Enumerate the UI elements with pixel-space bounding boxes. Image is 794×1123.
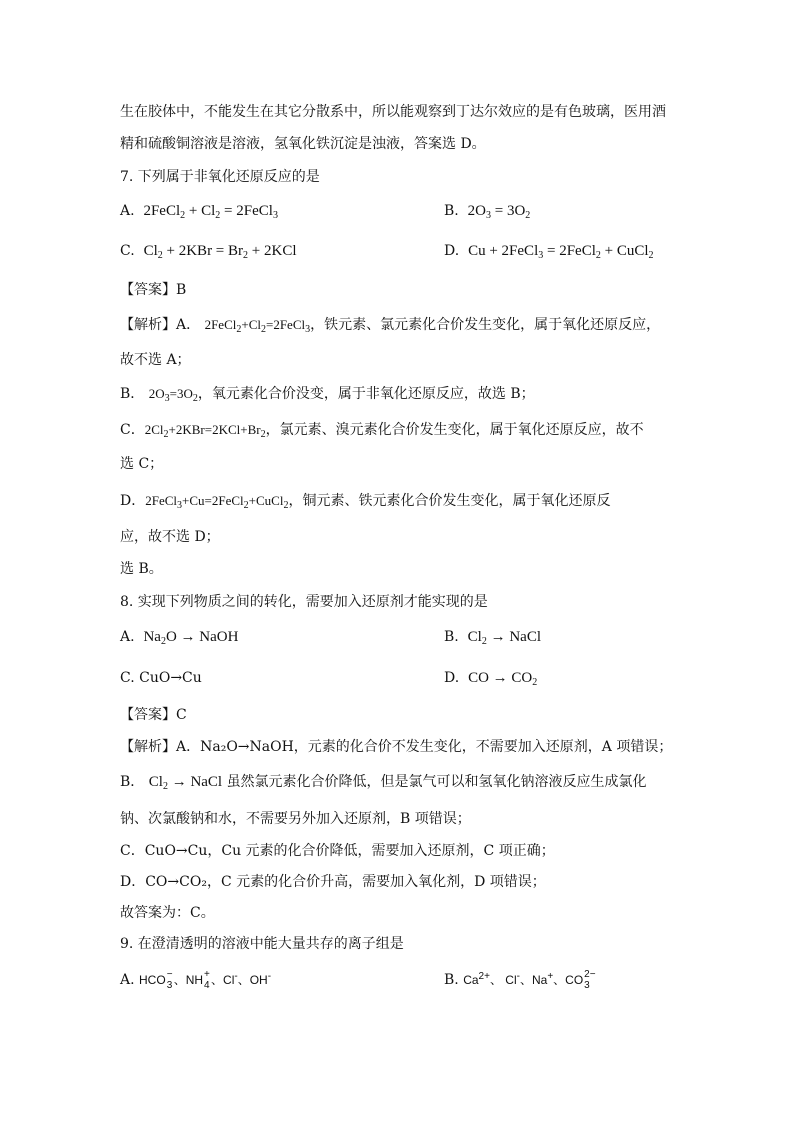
q7-option-b: B. $2O_3 = 3O_2$ (444, 203, 531, 221)
q8-option-a: A. $Na_2O$ → NaOH (120, 629, 239, 647)
q9-option-a: A. HCO − 3 、NH + 4 、Cl-、OH- (120, 968, 272, 991)
q9-option-b: B. $Ca^{2+}$、 Cl-、Na+、CO 2− 3 (444, 968, 596, 991)
q8-analysis-b: B． $Cl_2$ → NaCl 虽然氯元素化合价降低，但是氯气可以和氢氧化钠溶液反应生成氯化 (120, 774, 647, 792)
q7-analysis-b: B． $2O_3=3O_2$，氧元素化合价没变，属于非氧化还原反应，故选 B； (120, 386, 535, 404)
text-line: 精和硫酸铜溶液是溶液，氢氧化铁沉淀是浊液，答案选 D。 (120, 136, 486, 152)
q8-option-b: B. $Cl_2$ → NaCl (444, 629, 542, 647)
q7-analysis-c: C．$2Cl_2+2KBr=2KCl+Br_2$，氯元素、溴元素化合价发生变化，属于氧化还原反应，故不 (120, 422, 644, 440)
text-line: 生在胶体中，不能发生在其它分散系中，所以能观察到丁达尔效应的是有色玻璃，医用酒 (120, 104, 666, 120)
text-line: 选 C； (120, 456, 164, 472)
q8-option-d: D. CO → $CO_2$ (444, 670, 538, 688)
q8-option-c: C. CuO→Cu (120, 670, 202, 686)
q7-analysis-a: 【解析】A． $2FeCl_2+Cl_2=2FeCl_3$，铁元素、氯元素化合价发生变化，属于氧化还原反应， (120, 317, 661, 335)
q8-analysis-d: D．CO→CO₂，C 元素的化合价升高，需要加入氧化剂，D 项错误； (120, 874, 546, 890)
q8-analysis-a: 【解析】A．Na₂O→NaOH，元素的化合价不发生变化，不需要加入还原剂，A 项错误； (120, 739, 673, 755)
q7-option-c: C. $Cl_2 + 2KBr = Br_2 + 2KCl$ (120, 243, 297, 261)
question-7-stem: 7. 下列属于非氧化还原反应的是 (120, 169, 320, 185)
text-line: 应，故不选 D； (120, 529, 220, 545)
question-9-stem: 9. 在澄清透明的溶液中能大量共存的离子组是 (120, 936, 404, 952)
q7-conclusion: 选 B。 (120, 561, 163, 577)
q7-option-a: A. 2FeCl$_2$ + $Cl_2$ = 2FeCl$_3$ (120, 203, 278, 221)
q7-analysis-d: D．2FeCl$_3$+Cu=2FeCl$_2$+CuCl$_2$，铜元素、铁元素化合价发生变化，属于氧化还原反 (120, 493, 611, 511)
question-8-stem: 8. 实现下列物质之间的转化，需要加入还原剂才能实现的是 (120, 594, 488, 610)
q7-option-d: D. Cu + 2FeCl$_3$ = 2FeCl$_2$ + CuCl$_2$ (444, 243, 654, 261)
q8-conclusion: 故答案为：C。 (120, 905, 215, 921)
q7-answer: 【答案】B (120, 282, 187, 298)
q8-answer: 【答案】C (120, 707, 187, 723)
text-line: 钠、次氯酸钠和水，不需要另外加入还原剂，B 项错误； (120, 811, 471, 827)
text-line: 故不选 A； (120, 352, 191, 368)
q8-analysis-c: C．CuO→Cu，Cu 元素的化合价降低，需要加入还原剂，C 项正确； (120, 843, 555, 859)
